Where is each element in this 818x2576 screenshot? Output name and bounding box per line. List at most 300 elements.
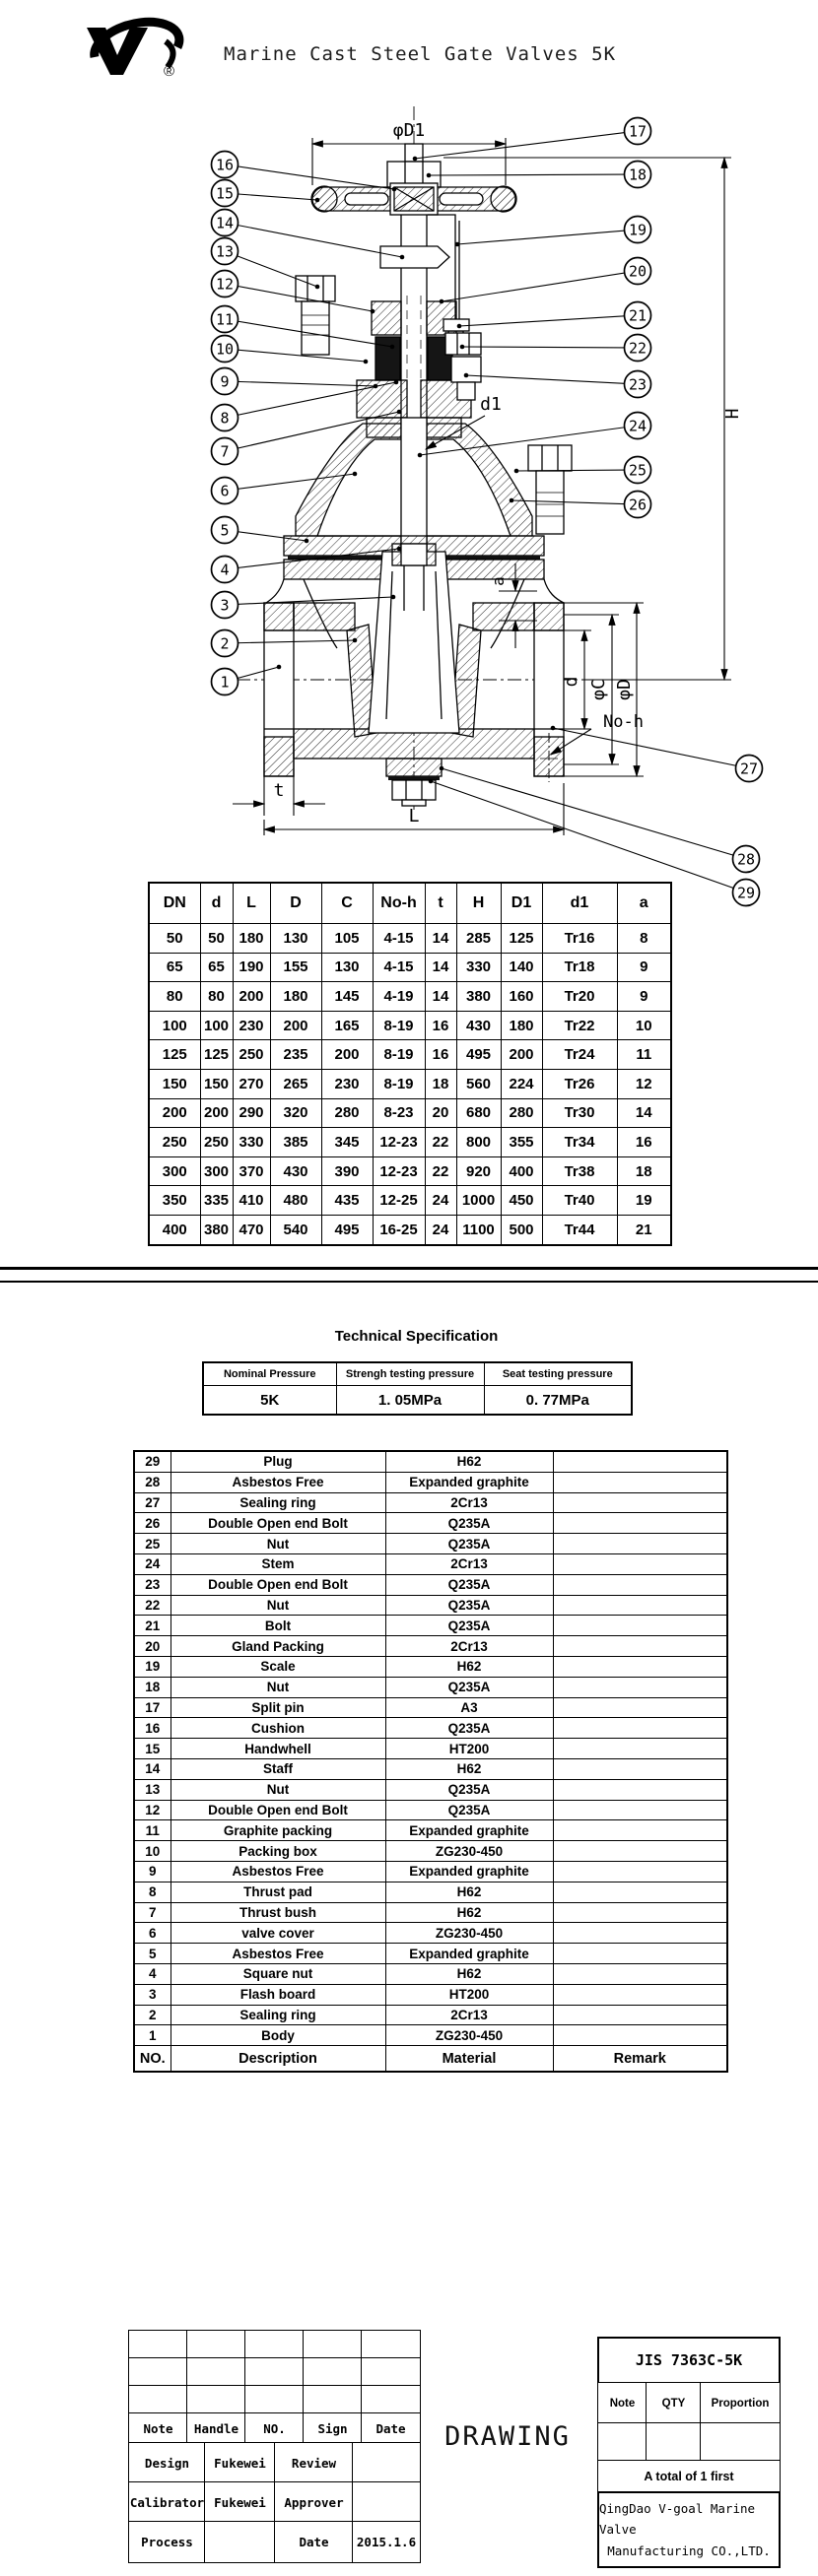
callout-18 <box>427 162 651 188</box>
page-divider-thin <box>0 1281 818 1283</box>
revision-cell-empty <box>361 2330 421 2359</box>
dim-cell: 390 <box>321 1156 373 1186</box>
part-remark <box>553 1882 727 1902</box>
callout-22 <box>460 335 651 362</box>
part-description: Thrust pad <box>170 1882 385 1902</box>
qty-empty-note <box>597 2422 648 2462</box>
dim-cell: 24 <box>425 1215 456 1244</box>
dim-cell: 10 <box>617 1011 671 1040</box>
part-description: Bolt <box>170 1616 385 1636</box>
dim-label-a: a <box>489 576 508 586</box>
dim-cell: Tr20 <box>542 982 617 1012</box>
part-description: Packing box <box>170 1841 385 1862</box>
parts-row <box>134 1739 727 1759</box>
part-description: Nut <box>170 1534 385 1554</box>
part-description: Stem <box>170 1553 385 1574</box>
dim-cell: 21 <box>617 1215 671 1244</box>
dim-cell: 430 <box>456 1011 501 1040</box>
callout-5 <box>212 517 309 544</box>
part-no: 18 <box>134 1677 170 1697</box>
dimension-table <box>148 882 672 1246</box>
parts-row <box>134 2005 727 2025</box>
svg-text:11: 11 <box>215 310 235 329</box>
revision-cell-empty <box>352 2481 421 2523</box>
part-no: 16 <box>134 1718 170 1739</box>
spec-col-header: Strengh testing pressure <box>336 1362 484 1386</box>
company-line1: QingDao V-goal Marine Valve <box>599 2501 756 2538</box>
dim-col-header: DN <box>149 883 200 924</box>
part-remark <box>553 1677 727 1697</box>
part-remark <box>553 1616 727 1636</box>
dim-row <box>149 953 671 982</box>
callout-9 <box>212 368 378 395</box>
revision-cell-empty <box>186 2330 246 2359</box>
dim-cell: 480 <box>270 1186 321 1216</box>
part-material: HT200 <box>385 1984 553 2005</box>
part-description: Cushion <box>170 1718 385 1739</box>
revision-cell-empty <box>244 2357 305 2387</box>
dim-cell: Tr22 <box>542 1011 617 1040</box>
part-material: H62 <box>385 1656 553 1677</box>
dim-cell: 200 <box>321 1040 373 1070</box>
part-remark <box>553 1963 727 1984</box>
svg-text:7: 7 <box>220 442 230 461</box>
part-description: Double Open end Bolt <box>170 1800 385 1820</box>
part-no: 1 <box>134 2025 170 2046</box>
part-no: 4 <box>134 1963 170 1984</box>
dim-col-header: No-h <box>373 883 425 924</box>
svg-text:23: 23 <box>628 375 648 394</box>
part-description: Gland Packing <box>170 1636 385 1657</box>
spec-table-header <box>203 1362 632 1386</box>
revision-cell-approver: Approver <box>274 2481 354 2523</box>
svg-text:17: 17 <box>628 122 648 141</box>
part-material: Q235A <box>385 1534 553 1554</box>
dim-cell: 330 <box>233 1128 270 1157</box>
dim-cell: 355 <box>501 1128 542 1157</box>
dim-cell: 250 <box>200 1128 233 1157</box>
dim-cell: 8-19 <box>373 1040 425 1070</box>
part-no: 28 <box>134 1472 170 1492</box>
parts-row <box>134 1574 727 1595</box>
parts-row <box>134 1718 727 1739</box>
dim-cell: 270 <box>233 1069 270 1098</box>
parts-row <box>134 1800 727 1820</box>
part-description: Split pin <box>170 1697 385 1718</box>
dim-cell: 560 <box>456 1069 501 1098</box>
dim-col-header: D1 <box>501 883 542 924</box>
part-no: 12 <box>134 1800 170 1820</box>
revision-cell-empty <box>204 2521 276 2563</box>
svg-text:6: 6 <box>220 482 230 500</box>
dim-cell: Tr40 <box>542 1186 617 1216</box>
dim-cell: 470 <box>233 1215 270 1244</box>
part-description: Sealing ring <box>170 1492 385 1513</box>
part-remark <box>553 1718 727 1739</box>
part-remark <box>553 1758 727 1779</box>
part-material: Expanded graphite <box>385 1861 553 1882</box>
part-remark <box>553 1923 727 1944</box>
dim-cell: 8-19 <box>373 1069 425 1098</box>
dim-cell: 50 <box>200 924 233 954</box>
qty-header-qty: QTY <box>646 2382 702 2424</box>
part-material: Q235A <box>385 1616 553 1636</box>
svg-text:21: 21 <box>628 306 648 325</box>
dim-cell: 180 <box>233 924 270 954</box>
part-material: H62 <box>385 1963 553 1984</box>
parts-row <box>134 1758 727 1779</box>
dim-cell: 235 <box>270 1040 321 1070</box>
svg-text:8: 8 <box>220 409 230 428</box>
spec-table-values <box>203 1386 632 1416</box>
part-remark <box>553 1861 727 1882</box>
callout-16 <box>212 152 397 192</box>
part-description: Body <box>170 2025 385 2046</box>
parts-list-table <box>133 1450 728 2073</box>
dim-cell: 125 <box>149 1040 200 1070</box>
part-no: 21 <box>134 1616 170 1636</box>
part-material: 2Cr13 <box>385 2005 553 2025</box>
callout-15 <box>212 180 320 207</box>
parts-row <box>134 1861 727 1882</box>
svg-text:1: 1 <box>220 673 230 692</box>
qty-header-proportion: Proportion <box>700 2382 781 2424</box>
dim-cell: 14 <box>425 953 456 982</box>
part-material: H62 <box>385 1451 553 1472</box>
part-no: 25 <box>134 1534 170 1554</box>
part-no: 6 <box>134 1923 170 1944</box>
spec-col-header: Seat testing pressure <box>484 1362 632 1386</box>
registered-trademark: ® <box>164 63 175 80</box>
part-no: 24 <box>134 1553 170 1574</box>
part-no: 5 <box>134 1944 170 1964</box>
part-material: HT200 <box>385 1739 553 1759</box>
dim-cell: 22 <box>425 1156 456 1186</box>
part-remark <box>553 1574 727 1595</box>
part-no: 13 <box>134 1779 170 1800</box>
dim-cell: 11 <box>617 1040 671 1070</box>
dim-cell: 80 <box>149 982 200 1012</box>
part-material: Q235A <box>385 1513 553 1534</box>
svg-text:24: 24 <box>628 417 648 435</box>
revision-cell-note: Note <box>128 2412 188 2444</box>
part-no: 7 <box>134 1902 170 1923</box>
dim-label-noh: No-h <box>603 712 644 732</box>
valve-section-drawing <box>0 0 818 936</box>
dim-label-dd: φD <box>614 679 635 700</box>
parts-row <box>134 1595 727 1616</box>
dim-row <box>149 982 671 1012</box>
revision-cell-empty <box>244 2385 305 2414</box>
part-remark <box>553 1841 727 1862</box>
dim-cell: 224 <box>501 1069 542 1098</box>
parts-row <box>134 1472 727 1492</box>
dim-col-header: C <box>321 883 373 924</box>
part-description: Asbestos Free <box>170 1861 385 1882</box>
dim-cell: 9 <box>617 953 671 982</box>
parts-row <box>134 1984 727 2005</box>
dim-row <box>149 1098 671 1128</box>
dim-cell: 680 <box>456 1098 501 1128</box>
dimension-table-header <box>149 883 671 924</box>
revision-cell-empty <box>128 2330 188 2359</box>
revision-cell-empty <box>303 2330 363 2359</box>
part-no: 17 <box>134 1697 170 1718</box>
dim-cell: 155 <box>270 953 321 982</box>
dim-cell: 400 <box>149 1215 200 1244</box>
part-no: 20 <box>134 1636 170 1657</box>
svg-text:18: 18 <box>628 165 648 184</box>
part-remark <box>553 1984 727 2005</box>
part-no: 8 <box>134 1882 170 1902</box>
dim-cell: 18 <box>425 1069 456 1098</box>
dim-cell: Tr34 <box>542 1128 617 1157</box>
callout-27 <box>551 726 763 782</box>
part-remark <box>553 2025 727 2046</box>
callout-17 <box>413 118 651 162</box>
part-description: Sealing ring <box>170 2005 385 2025</box>
part-remark <box>553 1656 727 1677</box>
part-remark <box>553 1636 727 1657</box>
drawing-label: DRAWING <box>444 2421 571 2452</box>
dim-cell: 380 <box>456 982 501 1012</box>
part-material: A3 <box>385 1697 553 1718</box>
revision-cell-empty <box>303 2357 363 2387</box>
dim-cell: 385 <box>270 1128 321 1157</box>
callout-21 <box>457 302 651 329</box>
dim-col-header: d1 <box>542 883 617 924</box>
dim-cell: 380 <box>200 1215 233 1244</box>
dim-label-c: φC <box>588 679 609 700</box>
part-remark <box>553 1739 727 1759</box>
spec-title: Technical Specification <box>334 1328 499 1345</box>
callout-20 <box>440 258 651 304</box>
part-material: H62 <box>385 1758 553 1779</box>
part-remark <box>553 1534 727 1554</box>
part-no: 22 <box>134 1595 170 1616</box>
dim-cell: 330 <box>456 953 501 982</box>
part-material: Expanded graphite <box>385 1472 553 1492</box>
part-remark <box>553 1779 727 1800</box>
part-no: 3 <box>134 1984 170 2005</box>
dim-cell: 14 <box>617 1098 671 1128</box>
part-material: Expanded graphite <box>385 1820 553 1841</box>
svg-text:10: 10 <box>215 340 235 359</box>
sheet-total: A total of 1 first <box>597 2460 781 2493</box>
svg-text:9: 9 <box>220 372 230 391</box>
dim-cell: 14 <box>425 982 456 1012</box>
part-description: Asbestos Free <box>170 1944 385 1964</box>
dim-cell: 190 <box>233 953 270 982</box>
part-no: 10 <box>134 1841 170 1862</box>
part-description: Double Open end Bolt <box>170 1574 385 1595</box>
part-material: Expanded graphite <box>385 1944 553 1964</box>
dim-cell: 200 <box>501 1040 542 1070</box>
dim-cell: 285 <box>456 924 501 954</box>
dim-cell: 130 <box>321 953 373 982</box>
dim-cell: 65 <box>200 953 233 982</box>
spec-table <box>202 1361 633 1416</box>
dim-row <box>149 924 671 954</box>
dim-cell: 250 <box>149 1128 200 1157</box>
parts-footer-cell: Description <box>170 2046 385 2073</box>
svg-text:4: 4 <box>220 561 230 579</box>
part-remark <box>553 1472 727 1492</box>
qty-empty-qty <box>646 2422 702 2462</box>
dim-cell: 165 <box>321 1011 373 1040</box>
parts-row <box>134 1820 727 1841</box>
parts-row <box>134 1492 727 1513</box>
dim-cell: 400 <box>501 1156 542 1186</box>
revision-cell-empty <box>361 2357 421 2387</box>
svg-text:27: 27 <box>739 760 759 778</box>
dim-cell: Tr38 <box>542 1156 617 1186</box>
revision-cell-review: Review <box>274 2442 354 2483</box>
dim-cell: 125 <box>501 924 542 954</box>
parts-footer-cell: Remark <box>553 2046 727 2073</box>
dim-row <box>149 1186 671 1216</box>
part-description: Nut <box>170 1677 385 1697</box>
parts-row <box>134 2025 727 2046</box>
dim-row <box>149 1128 671 1157</box>
part-remark <box>553 1451 727 1472</box>
dim-cell: 350 <box>149 1186 200 1216</box>
dim-cell: 265 <box>270 1069 321 1098</box>
revision-cell-2015-1-6: 2015.1.6 <box>352 2521 421 2563</box>
dim-cell: 450 <box>501 1186 542 1216</box>
parts-row <box>134 1553 727 1574</box>
dim-row <box>149 1011 671 1040</box>
part-material: H62 <box>385 1902 553 1923</box>
revision-cell-empty <box>128 2357 188 2387</box>
svg-text:13: 13 <box>215 242 235 261</box>
part-remark <box>553 1595 727 1616</box>
dim-cell: 410 <box>233 1186 270 1216</box>
dim-cell: 500 <box>501 1215 542 1244</box>
parts-row <box>134 1534 727 1554</box>
dim-cell: 540 <box>270 1215 321 1244</box>
part-material: ZG230-450 <box>385 1841 553 1862</box>
dim-cell: 140 <box>501 953 542 982</box>
svg-text:20: 20 <box>628 262 648 281</box>
dim-cell: 8 <box>617 924 671 954</box>
part-description: Handwhell <box>170 1739 385 1759</box>
dim-col-header: a <box>617 883 671 924</box>
revision-cell-date: Date <box>361 2412 421 2444</box>
revision-cell-empty <box>186 2385 246 2414</box>
dim-cell: 12-23 <box>373 1128 425 1157</box>
part-description: Staff <box>170 1758 385 1779</box>
parts-footer-cell: NO. <box>134 2046 170 2073</box>
dim-cell: 100 <box>200 1011 233 1040</box>
part-description: Double Open end Bolt <box>170 1513 385 1534</box>
dim-cell: 14 <box>425 924 456 954</box>
dim-cell: 19 <box>617 1186 671 1216</box>
dim-cell: 280 <box>321 1098 373 1128</box>
dim-cell: 320 <box>270 1098 321 1128</box>
part-description: Thrust bush <box>170 1902 385 1923</box>
dim-cell: 335 <box>200 1186 233 1216</box>
dim-cell: 495 <box>321 1215 373 1244</box>
svg-text:28: 28 <box>736 850 756 869</box>
svg-text:14: 14 <box>215 214 235 232</box>
dim-cell: 150 <box>200 1069 233 1098</box>
dim-cell: 12-25 <box>373 1186 425 1216</box>
callout-19 <box>455 217 651 247</box>
revision-cell-empty <box>303 2385 363 2414</box>
part-no: 11 <box>134 1820 170 1841</box>
dim-cell: 4-19 <box>373 982 425 1012</box>
dim-cell: 4-15 <box>373 953 425 982</box>
dim-label-d1-top: φD1 <box>392 120 426 141</box>
parts-row <box>134 1677 727 1697</box>
part-description: Plug <box>170 1451 385 1472</box>
dim-cell: 8-23 <box>373 1098 425 1128</box>
callout-10 <box>212 336 369 364</box>
dim-col-header: t <box>425 883 456 924</box>
dim-cell: 20 <box>425 1098 456 1128</box>
spec-value: 5K <box>203 1386 336 1416</box>
part-material: Q235A <box>385 1718 553 1739</box>
dim-cell: 130 <box>270 924 321 954</box>
revision-cell-empty <box>186 2357 246 2387</box>
dim-row <box>149 1215 671 1244</box>
revision-cell-empty <box>244 2330 305 2359</box>
dim-cell: 105 <box>321 924 373 954</box>
part-no: 19 <box>134 1656 170 1677</box>
revision-cell-sign: Sign <box>303 2412 363 2444</box>
dim-cell: 160 <box>501 982 542 1012</box>
parts-row <box>134 1451 727 1472</box>
dim-cell: 50 <box>149 924 200 954</box>
parts-footer-cell: Material <box>385 2046 553 2073</box>
dim-col-header: H <box>456 883 501 924</box>
revision-cell-handle: Handle <box>186 2412 246 2444</box>
dim-cell: 100 <box>149 1011 200 1040</box>
part-description: Square nut <box>170 1963 385 1984</box>
parts-row <box>134 1656 727 1677</box>
dim-cell: 16-25 <box>373 1215 425 1244</box>
svg-text:22: 22 <box>628 339 648 358</box>
part-description: Flash board <box>170 1984 385 2005</box>
dim-cell: 800 <box>456 1128 501 1157</box>
part-no: 9 <box>134 1861 170 1882</box>
dim-cell: 495 <box>456 1040 501 1070</box>
dim-cell: Tr26 <box>542 1069 617 1098</box>
parts-row <box>134 1944 727 1964</box>
dim-cell: 345 <box>321 1128 373 1157</box>
dim-cell: 200 <box>270 1011 321 1040</box>
dim-cell: 4-15 <box>373 924 425 954</box>
dim-cell: 200 <box>233 982 270 1012</box>
dim-cell: 200 <box>149 1098 200 1128</box>
dim-cell: 22 <box>425 1128 456 1157</box>
part-no: 15 <box>134 1739 170 1759</box>
dim-cell: 290 <box>233 1098 270 1128</box>
dim-cell: 180 <box>501 1011 542 1040</box>
svg-text:15: 15 <box>215 184 235 203</box>
dim-cell: 280 <box>501 1098 542 1128</box>
part-description: Scale <box>170 1656 385 1677</box>
dim-label-d: d <box>561 676 581 688</box>
dim-cell: 370 <box>233 1156 270 1186</box>
part-no: 26 <box>134 1513 170 1534</box>
dim-cell: 8-19 <box>373 1011 425 1040</box>
part-material: ZG230-450 <box>385 1923 553 1944</box>
dim-row <box>149 1069 671 1098</box>
dim-cell: 125 <box>200 1040 233 1070</box>
dim-col-header: D <box>270 883 321 924</box>
